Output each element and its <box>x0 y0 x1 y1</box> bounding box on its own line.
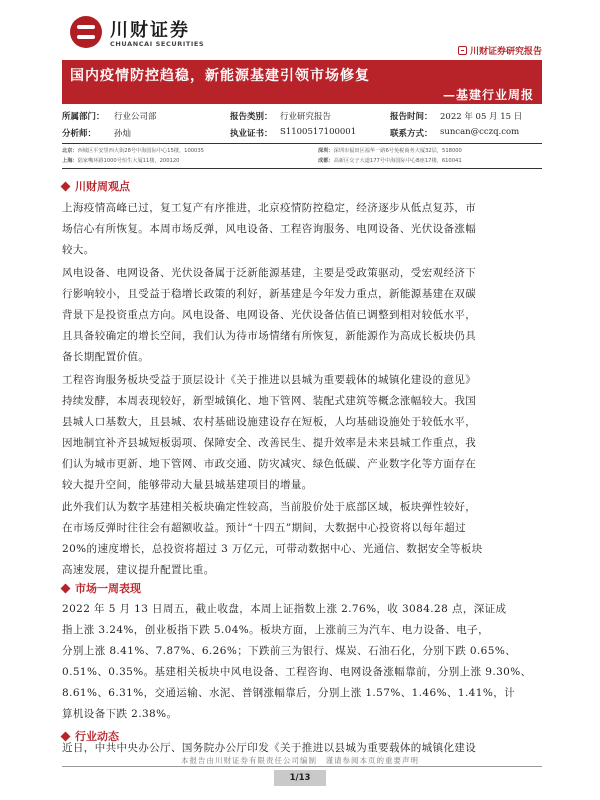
office-addresses <box>62 145 542 165</box>
brand-tag <box>458 44 542 57</box>
addr-sh-label: 上海： <box>62 158 78 164</box>
paragraph-3 <box>62 370 542 496</box>
paragraph-5 <box>62 599 542 725</box>
report-subtitle: —基建行业周报 <box>442 88 534 102</box>
type-label: 报告类别： <box>230 112 273 122</box>
date-label: 报告时间： <box>390 112 433 122</box>
p6-line-1: 近日，中共中央办公厅、国务院办公厅印发《关于推进以县城为重要载体的城镇化建设 <box>62 742 477 754</box>
addr-divider <box>62 168 542 169</box>
p4-line-3: 20%的速度增长，总投资将超过 3 万亿元，可带动数据中心、光通信、数据安全等板块 <box>62 543 483 555</box>
meta-row-1 <box>62 108 542 125</box>
page-number: 1/13 <box>274 770 326 786</box>
dept-label: 所属部门： <box>62 112 105 122</box>
addr-sh: 陆家嘴环路1000号恒生大厦11楼，200120 <box>77 158 180 164</box>
addr-cd: 高新区交子大道177号中海国际中心B座17楼，610041 <box>333 158 462 164</box>
logo-en-text: CHUANCAI SECURITIES <box>110 40 205 48</box>
report-box-icon <box>458 46 467 55</box>
section-market-week-title: 市场一周表现 <box>75 582 141 595</box>
p1-line-2: 场信心有所恢复。本周市场反弹，风电设备、工程咨询服务、电网设备、光伏设备涨幅 <box>62 223 477 235</box>
footer-disclaimer: 本报告由川财证券有限责任公司编制 谨请参阅本页的重要声明 <box>181 756 419 765</box>
dept-value: 行业公司部 <box>114 112 157 122</box>
p3-line-6: 较大提升空间，能够带动大量县城基建项目的增量。 <box>62 479 313 491</box>
addr-bj: 西城区平安里西大街28号中海国际中心15楼，100035 <box>77 148 204 154</box>
meta-row-2 <box>62 125 542 142</box>
brand-tag-label: 川财证券研究报告 <box>469 47 542 57</box>
section-market-week <box>62 580 141 596</box>
section-weekly-view-title: 川财周观点 <box>75 180 130 193</box>
p2-line-3: 背景下是投资重点方向。风电设备、电网设备、光伏设备估值已调整到相对较低水平， <box>62 309 477 321</box>
type-value: 行业研究报告 <box>280 112 332 122</box>
p3-line-2: 持续发酵，本周表现较好，新型城镇化、地下管网、装配式建筑等概念涨幅较大。我国 <box>62 395 477 407</box>
addr-sz: 深圳市福田区福华一路6号免税商务大厦32层，518000 <box>333 148 462 154</box>
p4-line-1: 此外我们认为数字基建相关板块确定性较高，当前股价处于底部区域，板块弹性较好， <box>62 501 477 513</box>
p3-line-3: 县城人口基数大，且县城、农村基础设施建设存在短板，人均基础设施处于较低水平， <box>62 416 477 428</box>
cert-label: 执业证书： <box>230 129 273 139</box>
p5-line-1: 2022 年 5 月 13 日周五，截止收盘，本周上证指数上涨 2.76%，收 3084.28 点，深证成 <box>62 603 507 615</box>
paragraph-6 <box>62 741 542 755</box>
p5-line-4: 0.51%、0.35%。基建相关板块中风电设备、工程咨询、电网设备涨幅靠前，分别上涨 9.30%、 <box>62 666 532 678</box>
logo-cn-text: 川财证券 <box>110 20 190 41</box>
p5-line-5: 8.61%、6.31%，交通运输、水泥、普钢涨幅靠后，分别上涨 1.57%、1.46%、1.41%，计 <box>62 687 516 699</box>
contact-value[interactable]: suncan@cczq.com <box>440 127 520 137</box>
section-weekly-view <box>62 178 130 194</box>
p2-line-5: 备长期配置价值。 <box>62 351 150 363</box>
section-industry-news-title: 行业动态 <box>75 730 119 743</box>
footer-divider <box>62 766 542 767</box>
date-value: 2022 年 05 月 15 日 <box>440 112 523 122</box>
contact-label: 联系方式： <box>390 129 433 139</box>
p4-line-2: 在市场反弹时往往会有超额收益。预计“十四五”期间，大数据中心投资将以每年超过 <box>62 522 466 534</box>
p4-line-4: 高速发展，建议提升配置比重。 <box>62 564 215 576</box>
p3-line-1: 工程咨询服务板块受益于顶层设计《关于推进以县城为重要载体的城镇化建设的意见》 <box>62 374 477 386</box>
diamond-bullet-icon <box>61 583 71 593</box>
report-meta <box>62 108 542 142</box>
addr-cd-label: 成都： <box>318 158 334 164</box>
p5-line-6: 算机设备下跌 2.38%。 <box>62 708 178 720</box>
diamond-bullet-icon <box>61 181 71 191</box>
p2-line-1: 风电设备、电网设备、光伏设备属于泛新能源基建，主要是受政策驱动，受宏观经济下 <box>62 267 477 279</box>
p5-line-3: 分别上涨 8.41%、7.87%、6.26%；下跌前三为银行、煤炭、石油石化，分别下跌 0.65%、 <box>62 645 517 657</box>
addr-row-2 <box>62 155 542 165</box>
addr-sz-label: 深圳： <box>318 148 334 154</box>
cert-value: S1100517100001 <box>280 127 357 137</box>
paragraph-4 <box>62 497 542 581</box>
company-logo <box>62 10 282 56</box>
analyst-value: 孙灿 <box>114 129 132 139</box>
diamond-bullet-icon <box>61 731 71 741</box>
p2-line-4: 且具备较确定的增长空间，我们认为待市场情绪有所恢复，新能源作为高成长板块仍具 <box>62 330 477 342</box>
p1-line-3: 较大。 <box>62 244 95 256</box>
p3-line-5: 们认为城市更新、地下管网、市政交通、防灾减灾、绿色低碳、产业数字化等方面存在 <box>62 458 477 470</box>
p5-line-2: 指上涨 3.24%，创业板指下跌 5.04%。板块方面，上涨前三为汽车、电力设备、电子， <box>62 624 489 636</box>
addr-bj-label: 北京： <box>62 148 78 154</box>
analyst-label: 分析师： <box>62 129 97 139</box>
paragraph-2 <box>62 263 542 368</box>
p3-line-4: 因地制宜补齐县城短板弱项、保障安全、改善民生、提升效率是未来县城工作重点，我 <box>62 437 477 449</box>
report-title: 国内疫情防控趋稳，新能源基建引领市场修复 <box>70 68 370 84</box>
p2-line-2: 行影响较小，且受益于稳增长政策的利好，新基建是今年发力重点，新能源基建在双碳 <box>62 288 477 300</box>
paragraph-1 <box>62 198 542 261</box>
p1-line-1: 上海疫情高峰已过，复工复产有序推进，北京疫情防控稳定，经济逐步从低点复苏，市 <box>62 202 477 214</box>
logo-mark-icon <box>70 16 102 48</box>
addr-row-1 <box>62 145 542 155</box>
report-header <box>62 10 542 56</box>
title-banner <box>62 60 542 104</box>
meta-divider <box>62 143 542 144</box>
